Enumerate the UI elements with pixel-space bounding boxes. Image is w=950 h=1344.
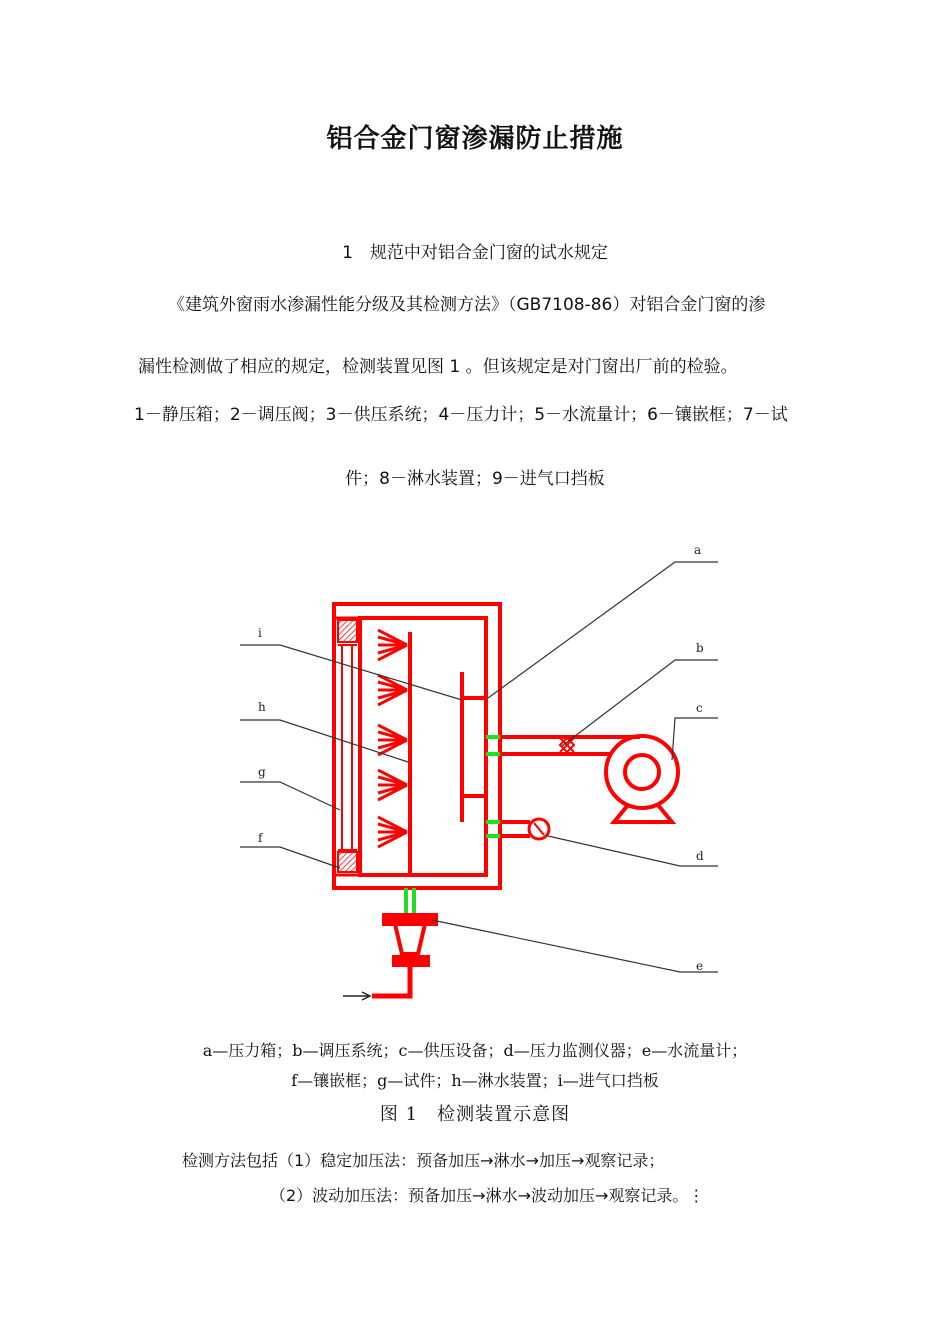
label-h (258, 700, 266, 714)
paragraph-line-1: 《建筑外窗雨水渗漏性能分级及其检测方法》（GB7108-86）对铝合金门窗的渗 (168, 295, 766, 315)
label-e-text: e (696, 959, 704, 973)
method-line-1: 检测方法包括（1）稳定加压法：预备加压→淋水→加压→观察记录； (182, 1151, 665, 1170)
supply-fan (606, 736, 678, 822)
legend-line-1: 1－静压箱；2－调压阀；3－供压系统；4－压力计；5－水流量计；6－镶嵌框；7－试 (134, 405, 788, 425)
section-heading: 1 规范中对铝合金门窗的试水规定 (342, 243, 608, 263)
label-a-text: a (694, 543, 702, 557)
label-b-text: b (696, 641, 704, 655)
label-i-text: i (258, 626, 262, 640)
figure-caption-line-1: a—压力箱；b—调压系统；c—供压设备；d—压力监测仪器；e—水流量计； (202, 1041, 748, 1060)
test-specimen (338, 645, 357, 850)
label-d-text: d (696, 849, 704, 863)
label-e (696, 959, 703, 973)
figure-title: 图 1 检测装置示意图 (379, 1104, 571, 1125)
leader-lines (240, 562, 718, 972)
figure-caption-line-2: f—镶嵌框；g—试件；h—淋水装置；i—进气口挡板 (291, 1071, 659, 1090)
pressure-gauge-pipe (500, 819, 549, 839)
label-g-text: g (258, 765, 266, 779)
label-f (258, 831, 264, 845)
paragraph-line-2: 漏性检测做了相应的规定，检测装置见图 1 。但该规定是对门窗出厂前的检验。 (138, 357, 738, 377)
apparatus-diagram (220, 535, 740, 1015)
label-c (696, 701, 703, 715)
label-d (696, 849, 704, 863)
label-b (696, 641, 704, 655)
inset-frame (338, 620, 357, 872)
label-f-text: f (258, 831, 263, 845)
label-h-text: h (258, 700, 266, 714)
legend-line-2: 件；8－淋水装置；9－进气口挡板 (345, 469, 605, 489)
spray-nozzles (378, 630, 407, 847)
water-flow-meter (343, 915, 436, 1000)
document-title: 铝合金门窗渗漏防止措施 (326, 124, 624, 154)
label-g (258, 765, 266, 779)
method-line-2: （2）波动加压法：预备加压→淋水→波动加压→观察记录。⋮ (270, 1186, 705, 1205)
air-inlet-baffle (462, 672, 486, 822)
label-i (258, 626, 262, 640)
label-a (694, 543, 701, 557)
label-c-text: c (696, 701, 703, 715)
